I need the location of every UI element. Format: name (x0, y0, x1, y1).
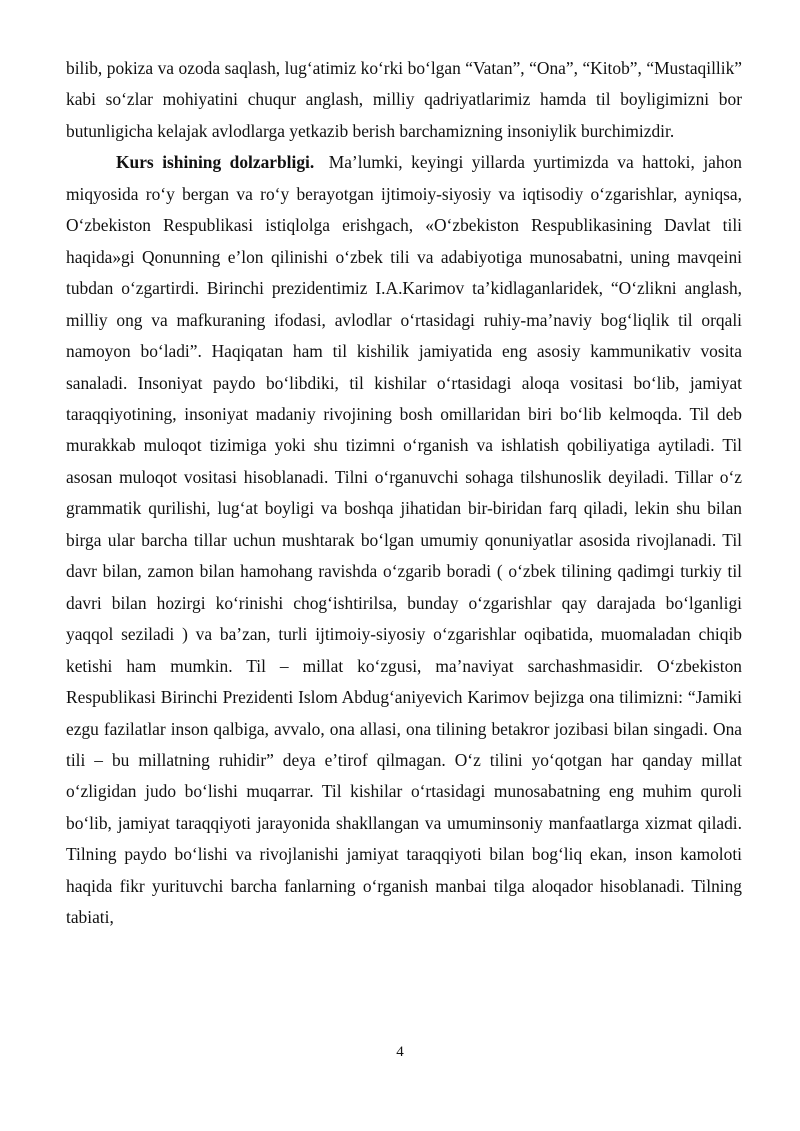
paragraph-2 (66, 147, 742, 933)
page-number: 4 (396, 1044, 404, 1060)
body-text (66, 53, 742, 934)
paragraph-2-text: Ma’lumki, keyingi yillarda yurtimizda va hattoki, jahon miqyosida ro‘y bergan va ro‘y berayotgan ijtimoiy-siyosiy va iqtisodiy o‘zgarishlar, ayniqsa, O‘zbekiston Respublikasi istiqlolga erishgach, «O‘zbekiston Respublikasining Davlat tili haqida»gi Qonunning e’lon qilinishi o‘zbek tili va adabiyotiga munosabatni, uning mavqeini tubdan o‘zgartirdi. Birinchi prezidentimiz I.A.Karimov ta’kidlaganlaridek, “O‘zlikni anglash, milliy ong va mafkuraning ifodasi, avlodlar o‘rtasidagi ruhiy-ma’naviy bog‘liqlik til orqali namoyon bo‘ladi”. Haqiqatan ham til kishilik jamiyatida eng asosiy kammunikativ vosita sanaladi. Insoniyat paydo bo‘libdiki, til kishilar o‘rtasidagi aloqa vositasi bo‘lib, jamiyat taraqqiyotining, insoniyat madaniy rivojining bosh omillaridan biri bo‘lib kelmoqda. Til deb murakkab muloqot tizimiga yoki shu tizimni o‘rganish va ishlatish qobiliyatiga aytiladi. Til asosan muloqot vositasi hisoblanadi. Tilni o‘rganuvchi sohaga tilshunoslik deyiladi. Tillar o‘z grammatik qurilishi, lug‘at boyligi va boshqa jihatidan bir-biridan farq qiladi, lekin shu bilan birga ular barcha tillar uchun mushtarak bo‘lgan umumiy qonuniyatlar asosida rivojlanadi. Til davr bilan, zamon bilan hamohang ravishda o‘zgarib boradi ( o‘zbek tilining qadimgi turkiy til davri bilan hozirgi ko‘rinishi chog‘ishtirilsa, bunday o‘zgarishlar qay darajada bo‘lganligi yaqqol seziladi ) va ba’zan, turli ijtimoiy-siyosiy o‘zgarishlar oqibatida, muomaladan chiqib ketishi ham mumkin. Til – millat ko‘zgusi, ma’naviyat sarchashmasidir. O‘zbekiston Respublikasi Birinchi Prezidenti Islom Abdug‘aniyevich Karimov bejizga ona tilimizni: “Jamiki ezgu fazilatlar inson qalbiga, avvalo, ona allasi, ona tilining betakror jozibasi bilan singadi. Ona tili – bu millatning ruhidir” deya e’tirof qilmagan. O‘z tilini yo‘qotgan har qanday millat o‘zligidan judo bo‘lishi muqarrar. Til kishilar o‘rtasidagi munosabatning eng muhim quroli bo‘lib, jamiyat taraqqiyoti jarayonida shakllangan va umuminsoniy manfaatlarga xizmat qiladi. Tilning paydo bo‘lishi va rivojlanishi jamiyat taraqqiyoti bilan bog‘liq ekan, inson kamoloti haqida fikr yurituvchi barcha fanlarning o‘rganish manbai tilga aloqador hisoblanadi. Tilning tabiati, (66, 152, 742, 928)
section-heading: Kurs ishining dolzarbligi. (116, 152, 315, 173)
paragraph-1: bilib, pokiza va ozoda saqlash, lug‘atimiz ko‘rki bo‘lgan “Vatan”, “Ona”, “Kitob”, “Mustaqillik” kabi so‘zlar mohiyatini chuqur anglash, milliy qadriyatlarimiz hamda til boyligimizni bor butunligicha kelajak avlodlarga yetkazib berish barchamizning insoniylik burchimizdir. (66, 58, 742, 141)
